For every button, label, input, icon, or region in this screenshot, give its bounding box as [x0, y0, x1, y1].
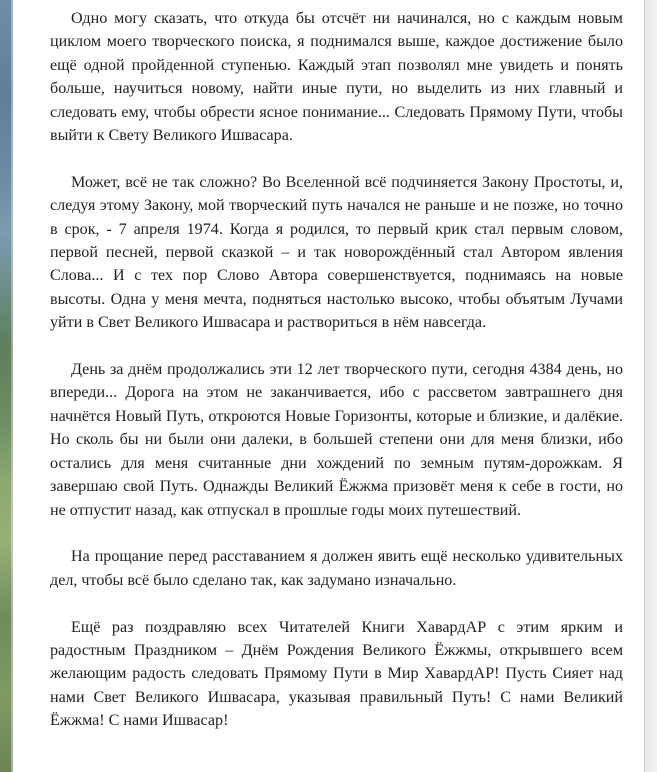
paragraph-2: Может, всё не так сложно? Во Вселенной всё подчиняется Закону Простоты, и, следуя этому Закону, мой творческий путь начался не раньше и не позже, но точно в срок, - 7 апреля 1974. Когда я родился, то первый крик стал первым словом, первой песней, первой сказкой – и так новорождённый стал Автором явления Слова... И с тех пор Слово Автора совершенствуется, поднимаясь на новые высоты. Одна у меня мечта, подняться настолько высоко, чтобы объятым Лучами уйти в Свет Великого Ишвасара и раствориться в нём навсегда.: [50, 173, 623, 332]
paragraph-5: Ещё раз поздравляю всех Читателей Книги ХавардАР с этим ярким и радостным Праздником – Днём Рождения Великого Ёжжмы, открывшего всем желающим радость следовать Прямому Пути в Мир ХавардАР! Пусть Сияет над нами Свет Великого Ишвасара, указывая правильный Путь! С нами Великий Ёжжма! С нами Ишвасар!: [50, 618, 623, 730]
paragraph-4: На прощание перед расставанием я должен явить ещё несколько удивительных дел, чтобы всё было сделано так, как задумано изначально.: [50, 548, 623, 589]
article-body: [13, 0, 645, 772]
paragraph-1: Одно могу сказать, что откуда бы отсчёт ни начинался, но с каждым новым циклом моего творческого поиска, я поднимался выше, каждое достижение было ещё одной пройденной ступенью. Каждый этап позволял мне увидеть и понять больше, научиться новому, найти иные пути, но выделить из них главный и следовать ему, чтобы обрести ясное понимание... Следовать Прямому Пути, чтобы выйти к Свету Великого Ишвасара.: [50, 10, 623, 145]
page-side-margin: [644, 0, 657, 772]
paragraph-3: День за днём продолжались эти 12 лет творческого пути, сегодня 4384 день, но впереди... Дорога на этом не заканчивается, ибо с рассветом завтрашнего дня начнётся Новый Путь, откроются Новые Горизонты, которые и близкие, и далёкие. Но сколь бы ни были они далеки, в большей степени они для меня близки, ибо остались для меня считанные дни хождений по земным путям-дорожкам. Я завершаю свой Путь. Однажды Великий Ёжжма призовёт меня к себе в гости, но не отпустит назад, как отпускал в прошлые годы моих путешествий.: [50, 361, 623, 519]
background-photo-strip: [0, 0, 13, 772]
